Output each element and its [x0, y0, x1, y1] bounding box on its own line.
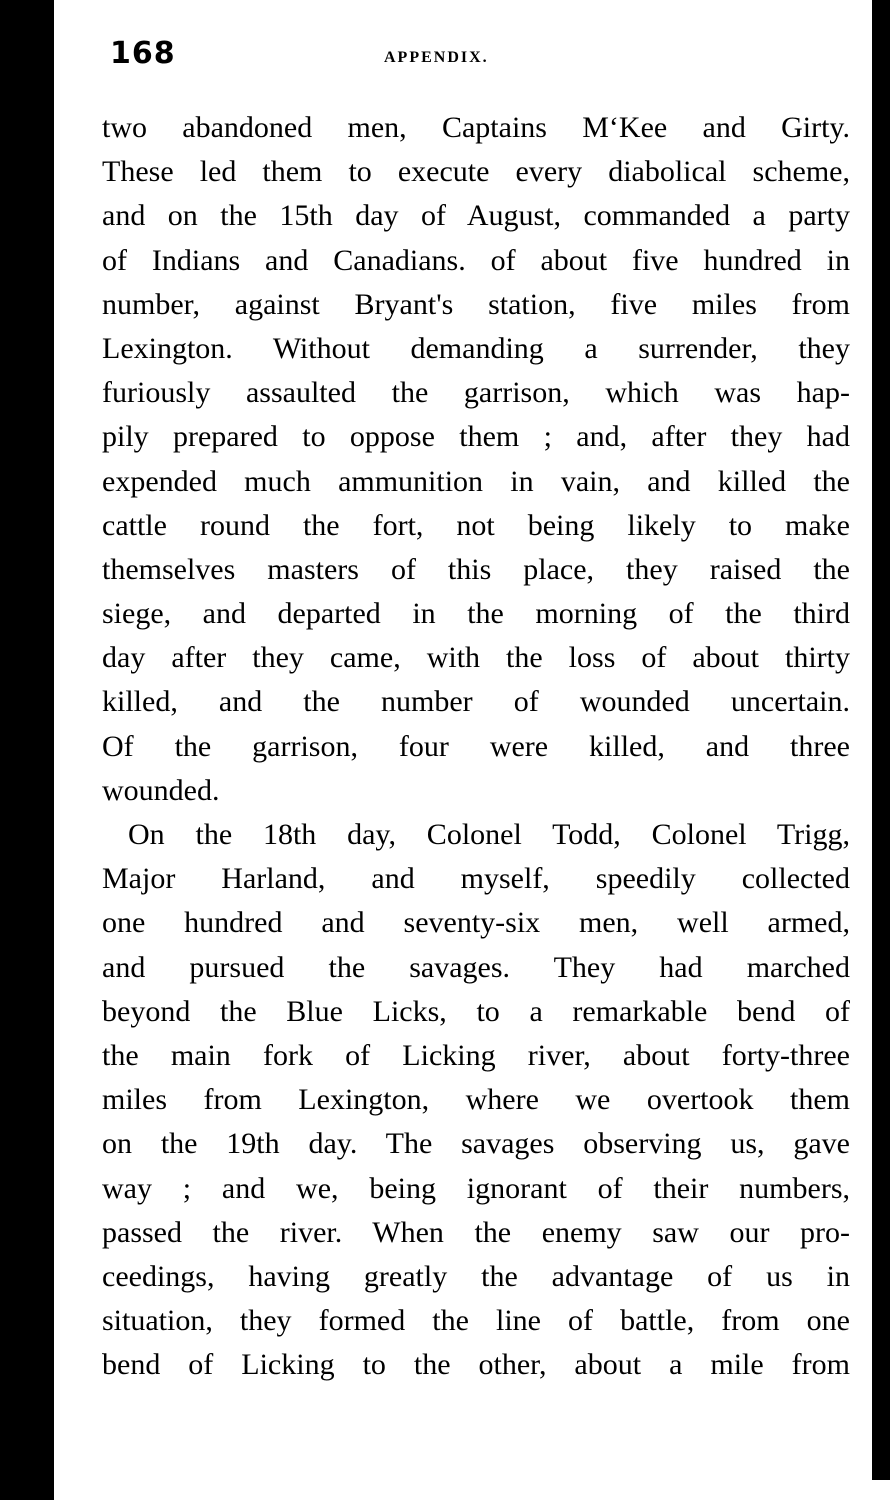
text-line: cattle round the fort, not being likely to make — [102, 508, 850, 542]
text-line: beyond the Blue Licks, to a remarkable bend of — [102, 994, 850, 1028]
text-line: bend of Licking to the other, about a mile from — [102, 1348, 850, 1382]
text-line: way ; and we, being ignorant of their numbers, — [102, 1171, 850, 1205]
text-line: two abandoned men, Captains M‘Kee and Girty. — [102, 111, 850, 144]
page-number: 168 — [110, 36, 176, 71]
text-line: siege, and departed in the morning of the third — [102, 597, 850, 631]
text-line: number, against Bryant's station, five miles from — [102, 287, 850, 321]
text-line: killed, and the number of wounded uncertain. — [102, 685, 850, 719]
text-line: passed the river. When the enemy saw our pro- — [102, 1215, 850, 1249]
text-line: and on the 15th day of August, commanded a party — [102, 199, 850, 233]
text-line: Of the garrison, four were killed, and three — [102, 729, 850, 763]
text-line: of Indians and Canadians. of about five hundred in — [102, 243, 850, 277]
running-head: APPENDIX. — [384, 49, 489, 66]
body-text — [102, 106, 850, 1387]
text-line: and pursued the savages. They had marched — [102, 950, 850, 984]
text-line: themselves masters of this place, they raised the — [102, 552, 850, 586]
text-line: On the 18th day, Colonel Todd, Colonel Trigg, — [128, 818, 850, 851]
page-header — [110, 36, 800, 80]
text-line: situation, they formed the line of battle, from one — [102, 1304, 850, 1338]
text-line: day after they came, with the loss of about thirty — [102, 641, 850, 675]
text-line: the main fork of Licking river, about forty-three — [102, 1038, 850, 1072]
text-line: These led them to execute every diabolical scheme, — [102, 155, 850, 189]
book-page — [54, 0, 872, 1500]
text-line: pily prepared to oppose them ; and, after they had — [102, 420, 850, 454]
text-line: furiously assaulted the garrison, which was hap- — [102, 376, 850, 410]
text-line: Major Harland, and myself, speedily collected — [102, 862, 850, 896]
text-line: one hundred and seventy-six men, well armed, — [102, 906, 850, 940]
book-spine-shadow — [0, 0, 54, 1500]
text-line: expended much ammunition in vain, and killed the — [102, 464, 850, 498]
text-line: ceedings, having greatly the advantage of us in — [102, 1259, 850, 1293]
text-line: on the 19th day. The savages observing us, gave — [102, 1127, 850, 1161]
text-line: miles from Lexington, where we overtook them — [102, 1083, 850, 1117]
text-line: Lexington. Without demanding a surrender, they — [102, 331, 850, 365]
text-line: wounded. — [102, 773, 220, 807]
page-edge-shadow — [872, 0, 890, 1480]
